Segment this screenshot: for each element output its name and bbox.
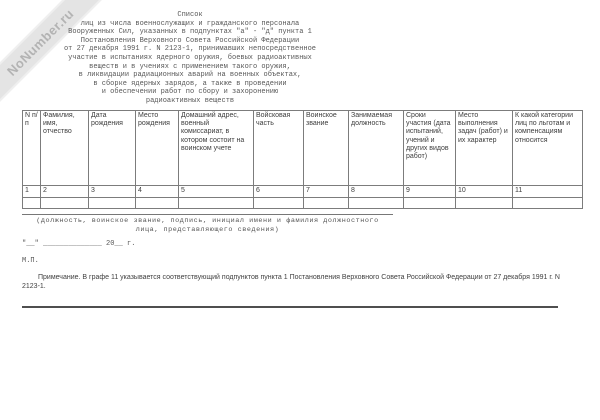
column-number: 1 [23, 186, 41, 198]
title-line: и обеспечении работ по сбору и захоронению [101, 88, 279, 97]
column-number: 4 [136, 186, 179, 198]
column-header: Место рождения [136, 111, 179, 186]
signature-caption-line1: (должность, воинское звание, подпись, инициал имени и фамилия должностного [36, 217, 379, 225]
column-number: 3 [89, 186, 136, 198]
empty-data-row [23, 198, 583, 209]
signature-caption [22, 217, 393, 234]
column-number: 10 [456, 186, 513, 198]
title-line: Постановления Верховного Совета Российской Федерации [80, 36, 300, 45]
column-header: Воинское звание [304, 111, 349, 186]
table-header-row [23, 111, 583, 186]
column-number: 7 [304, 186, 349, 198]
column-numbers-row [23, 186, 583, 198]
column-header: Домашний адрес, военный комиссариат, в котором состоит на воинском учете [179, 111, 254, 186]
document-title [0, 11, 380, 106]
column-header: Фамилия, имя, отчество [41, 111, 89, 186]
column-header: Войсковая часть [254, 111, 304, 186]
column-number: 6 [254, 186, 304, 198]
column-number: 9 [404, 186, 456, 198]
signature-rule [22, 214, 393, 215]
title-line: участие в испытаниях ядерного оружия, боевых радиоактивных [68, 53, 312, 62]
title-line: лиц из числа военнослужащих и гражданского персонала [80, 19, 300, 28]
signature-caption-line2: лица, представляющего сведения) [135, 225, 280, 234]
column-number: 5 [179, 186, 254, 198]
bottom-rule [22, 306, 558, 308]
title-line: Список [177, 11, 203, 19]
column-header: К какой категории лиц по льготам и компенсациям относится [513, 111, 583, 186]
column-header: Место выполнения задач (работ) и их характер [456, 111, 513, 186]
column-header: N п/п [23, 111, 41, 186]
column-header: Занимаемая должность [349, 111, 404, 186]
column-number: 11 [513, 186, 583, 198]
column-header: Сроки участия (дата испытаний, учений и других видов работ) [404, 111, 456, 186]
note-paragraph: Примечание. В графе 11 указывается соответствующий подпунктов пункта 1 Постановления Верховного Совета Российской Федерации от 27 декабря 1991 г. N 2123-1. [22, 274, 560, 290]
column-number: 8 [349, 186, 404, 198]
form-table [22, 110, 583, 209]
title-line: Вооруженных Сил, указанных в подпунктах "а" - "д" пункта 1 [68, 28, 312, 37]
title-line: от 27 декабря 1991 г. N 2123-1, принимавших непосредственное [63, 45, 317, 54]
date-line: "__" ______________ 20__ г. [22, 240, 136, 248]
column-number: 2 [41, 186, 89, 198]
seal-mark: М.П. [22, 257, 39, 265]
title-line: в сборке ядерных зарядов, а также в проведении [93, 79, 287, 88]
watermark-text: NoNumber.ru [3, 5, 77, 79]
title-line: в ликвидации радиационных аварий на военных объектах, [78, 71, 302, 80]
column-header: Дата рождения [89, 111, 136, 186]
title-line: радиоактивных веществ [145, 96, 235, 105]
title-line: веществ и в учениях с применением такого оружия, [89, 62, 291, 71]
